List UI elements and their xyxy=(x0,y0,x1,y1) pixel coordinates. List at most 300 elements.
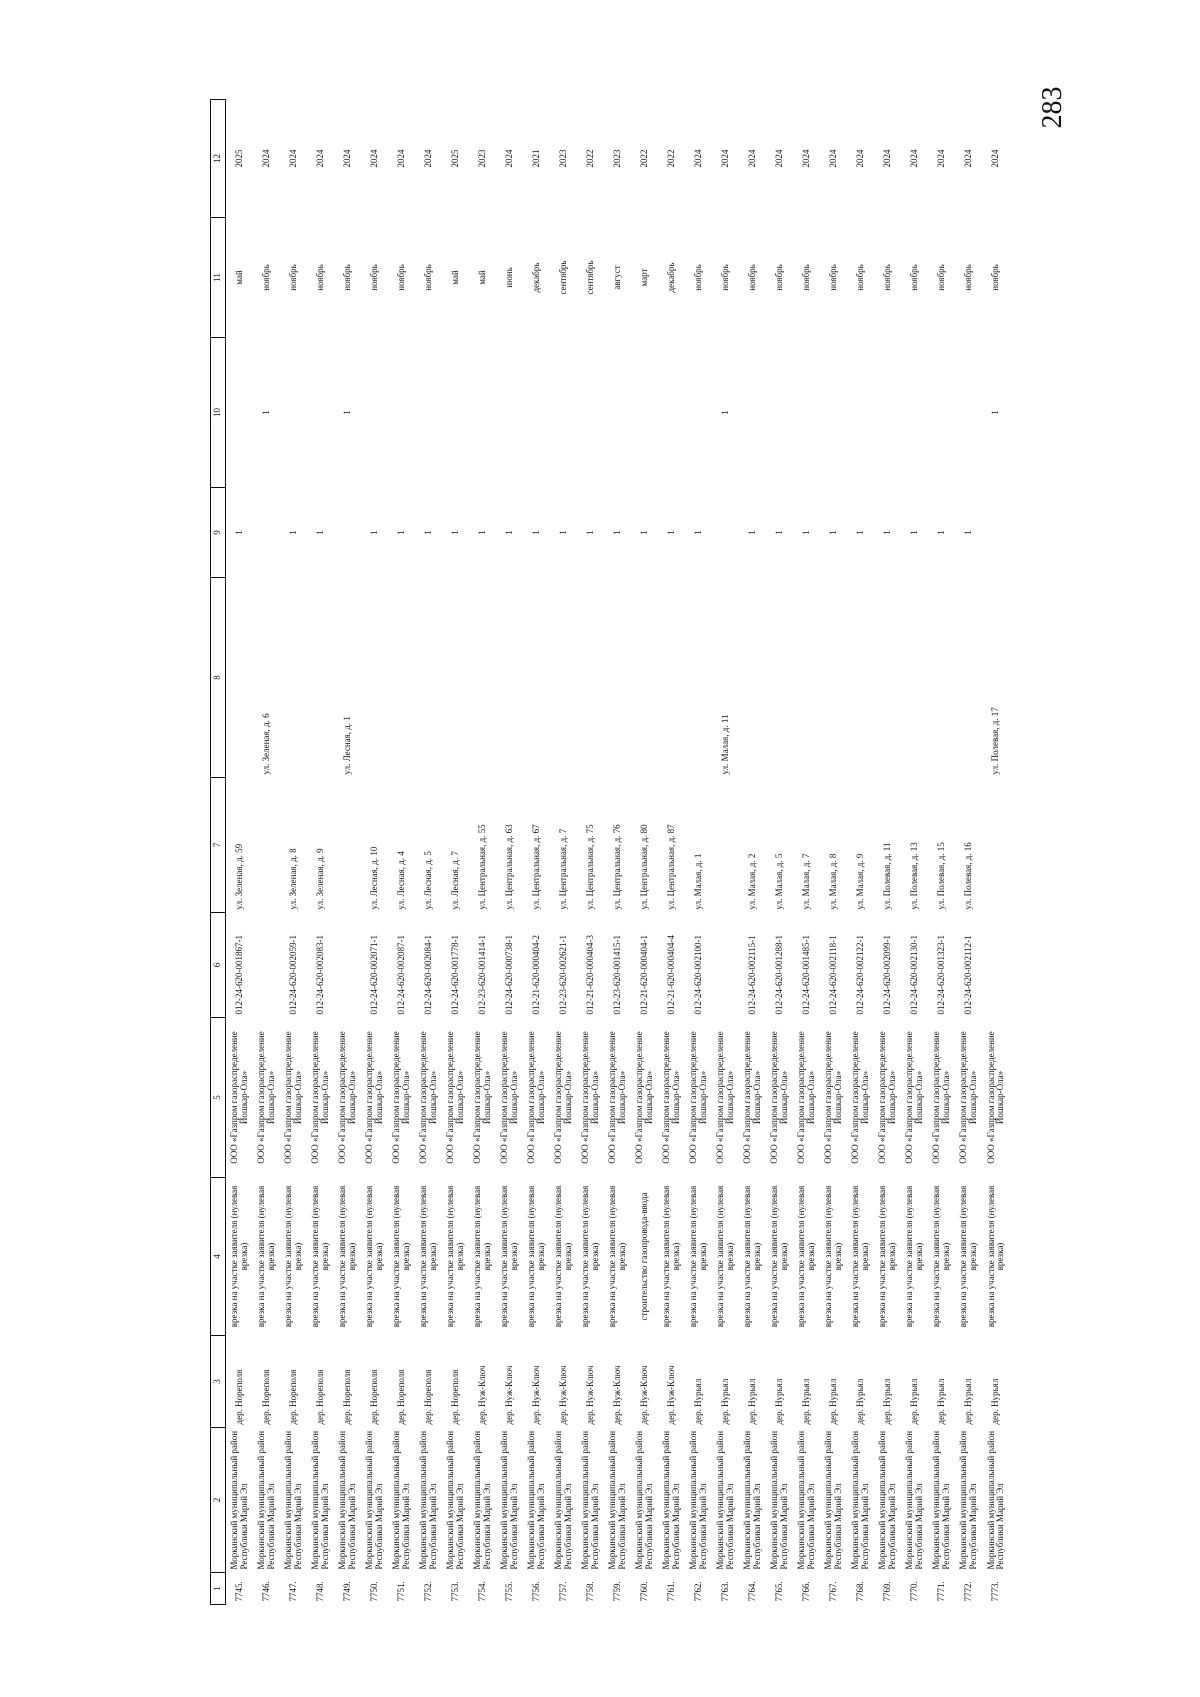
table-row xyxy=(361,100,388,1605)
application-id-cell xyxy=(713,913,740,1018)
work-type-cell: врезка на участке заявителя (нулевая врезка) xyxy=(336,1185,357,1328)
month-cell: ноябрь xyxy=(990,264,1001,291)
column-header: 10 xyxy=(211,338,226,488)
address-alt-cell xyxy=(442,578,469,778)
district-cell: Моркинский муниципальный район Республики Марий Эл xyxy=(525,1430,546,1570)
district-cell: Моркинский муниципальный район Республики Марий Эл xyxy=(471,1430,492,1570)
count-col9-cell: 1 xyxy=(395,530,406,535)
count-col10-cell xyxy=(604,338,631,488)
locality-cell: дер. Нореполя xyxy=(314,1369,325,1425)
table-row xyxy=(415,100,442,1605)
count-col10-cell xyxy=(469,338,496,488)
count-col10-cell xyxy=(361,338,388,488)
district-cell: Моркинский муниципальный район Республики Марий Эл xyxy=(228,1430,249,1570)
application-id-cell: 012-24-620-002118-1 xyxy=(828,935,839,1015)
row-number: 7759. xyxy=(612,1581,622,1602)
month-cell: ноябрь xyxy=(801,264,812,291)
address-alt-cell xyxy=(929,578,956,778)
organization-cell: ООО «Газпром газораспределение Йошкар-Ола» xyxy=(931,1031,952,1164)
count-col10-cell: 1 xyxy=(341,410,352,415)
month-cell: ноябрь xyxy=(882,264,893,291)
address-alt-cell xyxy=(280,578,307,778)
row-number: 7760. xyxy=(639,1581,650,1602)
work-type-cell: врезка на участке заявителя (нулевая врезка) xyxy=(498,1185,519,1328)
row-number: 7765. xyxy=(774,1581,785,1602)
organization-cell: ООО «Газпром газораспределение Йошкар-Ола» xyxy=(985,1031,1006,1164)
table-row xyxy=(577,100,604,1605)
year-cell: 2024 xyxy=(503,149,514,168)
address-cell: ул. Зеленая, д. 9 xyxy=(314,848,325,910)
year-cell: 2023 xyxy=(612,149,622,168)
row-number: 7750. xyxy=(368,1581,379,1602)
application-id-cell: 012-24-620-002083-1 xyxy=(314,935,325,1015)
count-col9-cell xyxy=(713,488,740,578)
column-header: 12 xyxy=(211,100,226,218)
count-col10-cell: 1 xyxy=(990,410,1001,415)
count-col9-cell: 1 xyxy=(449,530,460,535)
locality-cell: дер. Нуж-Ключ xyxy=(584,1365,595,1425)
application-id-cell xyxy=(253,913,280,1018)
organization-cell: ООО «Газпром газораспределение Йошкар-Ола» xyxy=(363,1031,384,1164)
year-cell: 2024 xyxy=(368,149,379,168)
count-col9-cell xyxy=(253,488,280,578)
address-alt-cell xyxy=(469,578,496,778)
district-cell: Моркинский муниципальный район Республики Марий Эл xyxy=(390,1430,411,1570)
address-cell: ул. Малая, д. 8 xyxy=(828,853,839,910)
work-type-cell: врезка на участке заявителя (нулевая врезка) xyxy=(309,1185,330,1328)
locality-cell: дер. Нурьял xyxy=(774,1378,785,1425)
locality-cell: дер. Нурьял xyxy=(909,1378,920,1425)
count-col9-cell: 1 xyxy=(368,530,379,535)
district-cell: Моркинский муниципальный район Республики Марий Эл xyxy=(309,1430,330,1570)
count-col9-cell: 1 xyxy=(774,530,785,535)
year-cell: 2024 xyxy=(693,149,704,168)
locality-cell: дер. Нореполя xyxy=(341,1369,352,1425)
count-col10-cell xyxy=(577,338,604,488)
year-cell: 2025 xyxy=(449,149,460,168)
row-number: 7773. xyxy=(990,1581,1001,1602)
application-id-cell: 012-24-620-002059-1 xyxy=(287,935,298,1015)
application-id-cell: 012-24-620-001778-1 xyxy=(449,935,460,1015)
application-id-cell: 012-24-620-002112-1 xyxy=(963,935,974,1015)
address-alt-cell xyxy=(686,578,713,778)
address-cell: ул. Лесная, д. 10 xyxy=(368,846,379,910)
table-row xyxy=(496,100,523,1605)
address-cell: ул. Полевая, д. 16 xyxy=(963,842,974,910)
address-cell: ул. Малая, д. 7 xyxy=(801,853,812,910)
district-cell: Моркинский муниципальный район Республики Марий Эл xyxy=(444,1430,465,1570)
count-col9-cell: 1 xyxy=(503,530,514,535)
count-col9-cell: 1 xyxy=(287,530,298,535)
count-col9-cell: 1 xyxy=(909,530,920,535)
district-cell: Моркинский муниципальный район Республики Марий Эл xyxy=(769,1430,790,1570)
organization-cell: ООО «Газпром газораспределение Йошкар-Ола» xyxy=(877,1031,898,1164)
count-col10-cell xyxy=(523,338,550,488)
year-cell: 2024 xyxy=(855,149,866,168)
locality-cell: дер. Нореполя xyxy=(233,1369,244,1425)
row-number: 7767. xyxy=(828,1581,839,1602)
address-cell: ул. Центральная, д. 63 xyxy=(503,824,514,910)
address-alt-cell: ул. Лесная, д. 1 xyxy=(341,716,352,775)
locality-cell: дер. Нурьял xyxy=(801,1378,812,1425)
organization-cell: ООО «Газпром газораспределение Йошкар-Ола» xyxy=(309,1031,330,1164)
application-id-cell: 012-24-620-002122-1 xyxy=(855,935,866,1015)
locality-cell: дер. Нурьял xyxy=(990,1378,1001,1425)
count-col9-cell: 1 xyxy=(828,530,839,535)
row-number: 7757. xyxy=(557,1581,568,1602)
table-row xyxy=(848,100,875,1605)
table-row xyxy=(388,100,415,1605)
work-type-cell: врезка на участке заявителя (нулевая врезка) xyxy=(471,1185,492,1328)
work-type-cell: врезка на участке заявителя (нулевая врезка) xyxy=(580,1185,600,1328)
address-alt-cell xyxy=(956,578,983,778)
organization-cell: ООО «Газпром газораспределение Йошкар-Ола» xyxy=(580,1031,600,1164)
row-number: 7761. xyxy=(666,1581,677,1602)
organization-cell: ООО «Газпром газораспределение Йошкар-Ола» xyxy=(796,1031,817,1164)
table-row xyxy=(875,100,902,1605)
table-row xyxy=(686,100,713,1605)
count-col10-cell: 1 xyxy=(720,410,731,415)
address-cell xyxy=(334,778,361,913)
row-number: 7768. xyxy=(855,1581,866,1602)
organization-cell: ООО «Газпром газораспределение Йошкар-Ола» xyxy=(228,1031,249,1164)
count-col9-cell: 1 xyxy=(855,530,866,535)
year-cell: 2024 xyxy=(422,149,433,168)
address-cell: ул. Лесная, д. 4 xyxy=(395,851,406,910)
address-alt-cell xyxy=(361,578,388,778)
organization-cell: ООО «Газпром газораспределение Йошкар-Ола» xyxy=(282,1031,303,1164)
table-row xyxy=(334,100,361,1605)
address-alt-cell: ул. Зеленая, д. 6 xyxy=(260,713,271,775)
table-row xyxy=(902,100,929,1605)
month-cell: декабрь xyxy=(666,262,677,293)
application-id-cell: 012-21-620-000404-4 xyxy=(666,935,677,1015)
address-alt-cell xyxy=(767,578,794,778)
month-cell: сентябрь xyxy=(557,260,568,295)
district-cell: Моркинский муниципальный район Республики Марий Эл xyxy=(796,1430,817,1570)
district-cell: Моркинский муниципальный район Республики Марий Эл xyxy=(282,1430,303,1570)
locality-cell: дер. Нурьял xyxy=(936,1378,947,1425)
count-col10-cell xyxy=(821,338,848,488)
work-type-cell: врезка на участке заявителя (нулевая врезка) xyxy=(985,1185,1006,1328)
work-type-cell: врезка на участке заявителя (нулевая врезка) xyxy=(823,1185,844,1328)
year-cell: 2024 xyxy=(936,149,947,168)
registry-table xyxy=(210,99,1010,1605)
table-row xyxy=(469,100,496,1605)
column-header: 4 xyxy=(211,1178,226,1336)
count-col9-cell xyxy=(334,488,361,578)
year-cell: 2024 xyxy=(882,149,893,168)
month-cell: ноябрь xyxy=(395,264,406,291)
count-col10-cell xyxy=(956,338,983,488)
address-alt-cell xyxy=(902,578,929,778)
count-col10-cell xyxy=(415,338,442,488)
address-alt-cell xyxy=(740,578,767,778)
count-col10-cell xyxy=(659,338,686,488)
row-number: 7758. xyxy=(584,1581,595,1602)
count-col9-cell: 1 xyxy=(639,530,650,535)
address-alt-cell: ул. Малая, д. 11 xyxy=(720,714,731,775)
row-number: 7751. xyxy=(395,1581,406,1602)
organization-cell: ООО «Газпром газораспределение Йошкар-Ола» xyxy=(742,1031,763,1164)
locality-cell: дер. Нурьял xyxy=(693,1378,704,1425)
organization-cell: ООО «Газпром газораспределение Йошкар-Ола» xyxy=(525,1031,546,1164)
column-header: 5 xyxy=(211,1018,226,1178)
address-alt-cell xyxy=(577,578,604,778)
address-alt-cell xyxy=(388,578,415,778)
year-cell: 2023 xyxy=(557,149,568,168)
locality-cell: дер. Нуж-Ключ xyxy=(557,1365,568,1425)
address-alt-cell xyxy=(794,578,821,778)
row-number: 7749. xyxy=(341,1581,352,1602)
work-type-cell: врезка на участке заявителя (нулевая врезка) xyxy=(931,1185,952,1328)
address-alt-cell xyxy=(631,578,658,778)
address-alt-cell xyxy=(523,578,550,778)
work-type-cell: врезка на участке заявителя (нулевая врезка) xyxy=(715,1185,736,1328)
count-col9-cell: 1 xyxy=(882,530,893,535)
address-alt-cell xyxy=(496,578,523,778)
address-cell: ул. Малая, д. 2 xyxy=(747,853,758,910)
organization-cell: ООО «Газпром газораспределение Йошкар-Ола» xyxy=(850,1031,871,1164)
application-id-cell xyxy=(334,913,361,1018)
application-id-cell: 012-24-620-002087-1 xyxy=(395,935,406,1015)
row-number: 7763. xyxy=(720,1581,731,1602)
organization-cell: ООО «Газпром газораспределение Йошкар-Ола» xyxy=(417,1031,438,1164)
address-alt-cell xyxy=(226,578,254,778)
locality-cell: дер. Нуж-Ключ xyxy=(476,1365,487,1425)
month-cell: ноябрь xyxy=(855,264,866,291)
count-col9-cell xyxy=(983,488,1010,578)
organization-cell: ООО «Газпром газораспределение Йошкар-Ола» xyxy=(607,1031,627,1164)
locality-cell: дер. Нурьял xyxy=(747,1378,758,1425)
district-cell: Моркинский муниципальный район Республики Марий Эл xyxy=(931,1430,952,1570)
locality-cell: дер. Нореполя xyxy=(449,1369,460,1425)
address-cell: ул. Центральная, д. 55 xyxy=(476,824,487,910)
year-cell: 2025 xyxy=(233,149,244,168)
table-row xyxy=(631,100,658,1605)
address-cell: ул. Малая, д. 1 xyxy=(693,853,704,910)
district-cell: Моркинский муниципальный район Республики Марий Эл xyxy=(336,1430,357,1570)
table-row xyxy=(767,100,794,1605)
address-cell: ул. Малая, д. 9 xyxy=(855,853,866,910)
row-number: 7748. xyxy=(314,1581,325,1602)
address-cell: ул. Полевая, д. 15 xyxy=(936,842,947,910)
work-type-cell: врезка на участке заявителя (нулевая врезка) xyxy=(769,1185,790,1328)
work-type-cell: врезка на участке заявителя (нулевая врезка) xyxy=(958,1185,979,1328)
work-type-cell: врезка на участке заявителя (нулевая врезка) xyxy=(661,1185,682,1328)
organization-cell: ООО «Газпром газораспределение Йошкар-Ола» xyxy=(255,1031,276,1164)
count-col10-cell xyxy=(848,338,875,488)
work-type-cell: врезка на участке заявителя (нулевая врезка) xyxy=(904,1185,925,1328)
year-cell: 2024 xyxy=(720,149,731,168)
district-cell: Моркинский муниципальный район Республики Марий Эл xyxy=(877,1430,898,1570)
district-cell: Моркинский муниципальный район Республики Марий Эл xyxy=(661,1430,682,1570)
row-number: 7772. xyxy=(963,1581,974,1602)
year-cell: 2022 xyxy=(639,149,650,168)
month-cell: ноябрь xyxy=(774,264,785,291)
work-type-cell: врезка на участке заявителя (нулевая врезка) xyxy=(850,1185,871,1328)
count-col10-cell xyxy=(226,338,254,488)
count-col10-cell xyxy=(496,338,523,488)
count-col10-cell xyxy=(280,338,307,488)
month-cell: сентябрь xyxy=(584,260,595,295)
month-cell: ноябрь xyxy=(341,264,352,291)
locality-cell: дер. Нурьял xyxy=(855,1378,866,1425)
district-cell: Моркинский муниципальный район Республики Марий Эл xyxy=(823,1430,844,1570)
locality-cell: дер. Нореполя xyxy=(368,1369,379,1425)
count-col9-cell: 1 xyxy=(584,530,595,535)
table-row xyxy=(983,100,1010,1605)
table-row xyxy=(550,100,577,1605)
work-type-cell: врезка на участке заявителя (нулевая врезка) xyxy=(688,1185,709,1328)
organization-cell: ООО «Газпром газораспределение Йошкар-Ола» xyxy=(390,1031,411,1164)
count-col9-cell: 1 xyxy=(233,530,244,535)
rotated-table-container xyxy=(210,100,1010,1605)
year-cell: 2024 xyxy=(314,149,325,168)
locality-cell: дер. Нореполя xyxy=(260,1369,271,1425)
count-col9-cell: 1 xyxy=(557,530,568,535)
organization-cell: ООО «Газпром газораспределение Йошкар-Ола» xyxy=(444,1031,465,1164)
organization-cell: ООО «Газпром газораспределение Йошкар-Ола» xyxy=(634,1031,654,1164)
year-cell: 2024 xyxy=(341,149,352,168)
organization-cell: ООО «Газпром газораспределение Йошкар-Ола» xyxy=(823,1031,844,1164)
year-cell: 2024 xyxy=(909,149,920,168)
district-cell: Моркинский муниципальный район Республики Марий Эл xyxy=(363,1430,384,1570)
address-alt-cell xyxy=(550,578,577,778)
locality-cell: дер. Нореполя xyxy=(395,1369,406,1425)
work-type-cell: врезка на участке заявителя (нулевая врезка) xyxy=(282,1185,303,1328)
address-cell: ул. Полевая, д. 11 xyxy=(882,842,893,910)
year-cell: 2022 xyxy=(584,149,595,168)
year-cell: 2022 xyxy=(666,149,677,168)
year-cell: 2024 xyxy=(828,149,839,168)
year-cell: 2021 xyxy=(530,149,541,168)
district-cell: Моркинский муниципальный район Республики Марий Эл xyxy=(904,1430,925,1570)
work-type-cell: врезка на участке заявителя (нулевая врезка) xyxy=(417,1185,438,1328)
application-id-cell: 012-24-620-001323-1 xyxy=(936,935,947,1015)
count-col9-cell: 1 xyxy=(936,530,947,535)
organization-cell: ООО «Газпром газораспределение Йошкар-Ола» xyxy=(688,1031,709,1164)
row-number: 7747. xyxy=(287,1581,298,1602)
district-cell: Моркинский муниципальный район Республики Марий Эл xyxy=(580,1430,600,1570)
count-col10-cell xyxy=(740,338,767,488)
column-header: 11 xyxy=(211,218,226,338)
count-col9-cell: 1 xyxy=(801,530,812,535)
locality-cell: дер. Нуж-Ключ xyxy=(503,1365,514,1425)
count-col9-cell: 1 xyxy=(612,530,622,535)
row-number: 7745. xyxy=(233,1581,244,1602)
organization-cell: ООО «Газпром газораспределение Йошкар-Ола» xyxy=(661,1031,682,1164)
table-row xyxy=(604,100,631,1605)
district-cell: Моркинский муниципальный район Республики Марий Эл xyxy=(742,1430,763,1570)
month-cell: декабрь xyxy=(530,262,541,293)
district-cell: Моркинский муниципальный район Республики Марий Эл xyxy=(255,1430,276,1570)
locality-cell: дер. Нурьял xyxy=(828,1378,839,1425)
count-col9-cell: 1 xyxy=(666,530,677,535)
address-alt-cell xyxy=(848,578,875,778)
count-col9-cell: 1 xyxy=(530,530,541,535)
locality-cell: дер. Нуж-Ключ xyxy=(612,1365,622,1425)
count-col9-cell: 1 xyxy=(747,530,758,535)
table-row xyxy=(253,100,280,1605)
month-cell: ноябрь xyxy=(720,264,731,291)
organization-cell: ООО «Газпром газораспределение Йошкар-Ола» xyxy=(715,1031,736,1164)
count-col9-cell: 1 xyxy=(963,530,974,535)
year-cell: 2024 xyxy=(287,149,298,168)
count-col9-cell: 1 xyxy=(693,530,704,535)
year-cell: 2024 xyxy=(260,149,271,168)
month-cell: март xyxy=(639,268,650,287)
application-id-cell: 012-24-620-002084-1 xyxy=(422,935,433,1015)
month-cell: май xyxy=(476,270,487,285)
row-number: 7746. xyxy=(260,1581,271,1602)
organization-cell: ООО «Газпром газораспределение Йошкар-Ола» xyxy=(904,1031,925,1164)
table-row xyxy=(821,100,848,1605)
organization-cell: ООО «Газпром газораспределение Йошкар-Ола» xyxy=(769,1031,790,1164)
table-header xyxy=(211,100,226,1605)
address-cell: ул. Зеленая, д. 59 xyxy=(233,843,244,910)
work-type-cell: врезка на участке заявителя (нулевая врезка) xyxy=(363,1185,384,1328)
column-header: 1 xyxy=(211,1573,226,1605)
application-id-cell: 012-24-620-001288-1 xyxy=(774,935,785,1015)
address-alt-cell: ул. Полевая, д. 17 xyxy=(990,707,1001,775)
application-id-cell: 012-24-620-000738-1 xyxy=(503,935,514,1015)
work-type-cell: строительство газопровода-ввода xyxy=(639,1192,650,1321)
month-cell: ноябрь xyxy=(693,264,704,291)
work-type-cell: врезка на участке заявителя (нулевая врезка) xyxy=(796,1185,817,1328)
column-header: 9 xyxy=(211,488,226,578)
row-number: 7755. xyxy=(503,1581,514,1602)
work-type-cell: врезка на участке заявителя (нулевая врезка) xyxy=(228,1185,249,1328)
column-header: 6 xyxy=(211,913,226,1018)
address-cell: ул. Центральная, д. 7 xyxy=(557,828,568,910)
column-header: 8 xyxy=(211,578,226,778)
application-id-cell: 012-21-620-000404-2 xyxy=(530,935,541,1015)
header-row xyxy=(211,100,226,1605)
application-id-cell: 012-23-620-001415-1 xyxy=(612,935,622,1015)
month-cell: ноябрь xyxy=(747,264,758,291)
month-cell: май xyxy=(233,270,244,285)
month-cell: ноябрь xyxy=(828,264,839,291)
application-id-cell: 012-24-620-002130-1 xyxy=(909,935,920,1015)
address-alt-cell xyxy=(875,578,902,778)
application-id-cell xyxy=(983,913,1010,1018)
table-row xyxy=(956,100,983,1605)
district-cell: Моркинский муниципальный район Республики Марий Эл xyxy=(850,1430,871,1570)
table-row xyxy=(442,100,469,1605)
count-col10-cell: 1 xyxy=(260,410,271,415)
address-cell xyxy=(983,778,1010,913)
address-cell: ул. Лесная, д. 5 xyxy=(422,851,433,910)
count-col10-cell xyxy=(686,338,713,488)
row-number: 7769. xyxy=(882,1581,893,1602)
locality-cell: дер. Нуж-Ключ xyxy=(530,1365,541,1425)
district-cell: Моркинский муниципальный район Республики Марий Эл xyxy=(634,1430,654,1570)
organization-cell: ООО «Газпром газораспределение Йошкар-Ола» xyxy=(498,1031,519,1164)
row-number: 7771. xyxy=(936,1581,947,1602)
organization-cell: ООО «Газпром газораспределение Йошкар-Ола» xyxy=(471,1031,492,1164)
year-cell: 2024 xyxy=(395,149,406,168)
application-id-cell: 012-24-620-002099-1 xyxy=(882,935,893,1015)
count-col10-cell xyxy=(388,338,415,488)
row-number: 7753. xyxy=(449,1581,460,1602)
application-id-cell: 012-24-620-002071-1 xyxy=(368,935,379,1015)
count-col10-cell xyxy=(902,338,929,488)
locality-cell: дер. Нореполя xyxy=(422,1369,433,1425)
locality-cell: дер. Нурьял xyxy=(963,1378,974,1425)
table-row xyxy=(659,100,686,1605)
table-row xyxy=(226,100,254,1605)
